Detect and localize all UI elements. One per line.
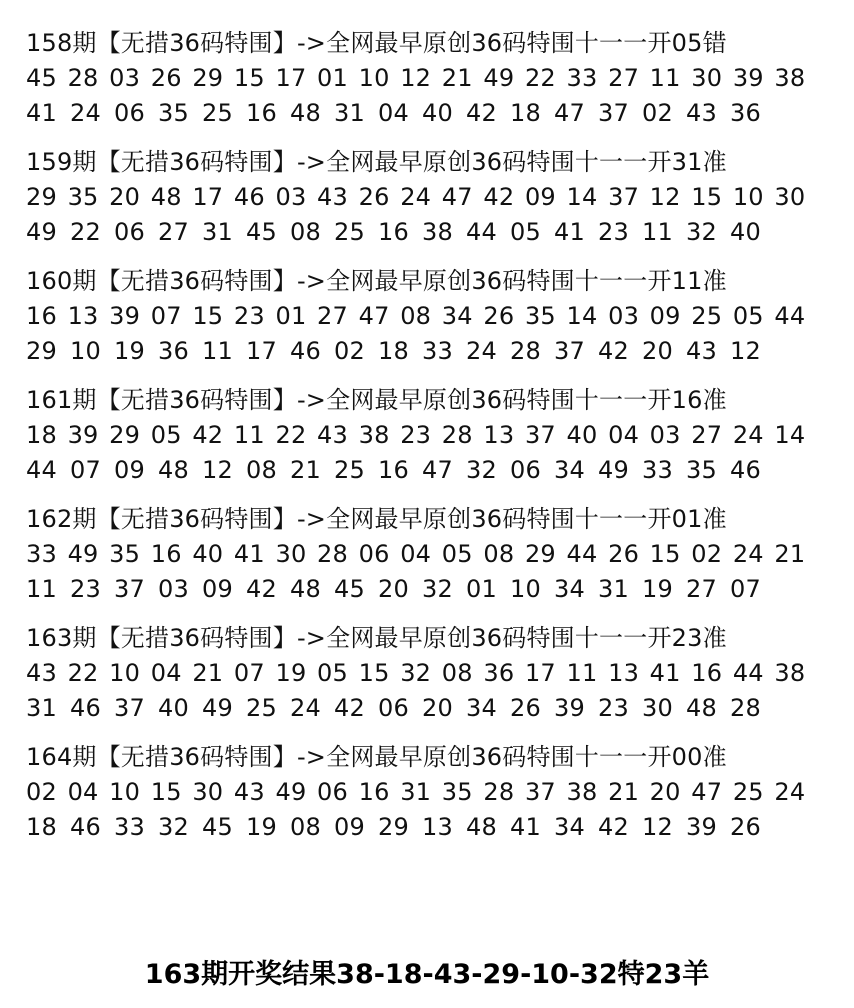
number-cell: 02 bbox=[26, 778, 57, 806]
number-cell: 11 bbox=[566, 659, 598, 687]
record-title: 161期【无措36码特围】->全网最早原创36码特围十一一开16准 bbox=[26, 386, 727, 414]
number-row bbox=[26, 299, 816, 334]
number-cell: 42 bbox=[598, 813, 629, 841]
number-cell: 47 bbox=[422, 456, 453, 484]
number-cell: 21 bbox=[774, 540, 806, 568]
number-cell: 30 bbox=[192, 778, 224, 806]
number-cell: 47 bbox=[691, 778, 723, 806]
number-cell: 05 bbox=[732, 302, 764, 330]
number-cell: 25 bbox=[202, 99, 233, 127]
number-cell: 36 bbox=[483, 659, 515, 687]
number-cell: 14 bbox=[566, 183, 598, 211]
number-cell: 19 bbox=[642, 575, 673, 603]
number-cell: 44 bbox=[732, 659, 764, 687]
number-cell: 05 bbox=[150, 421, 182, 449]
number-cell: 18 bbox=[26, 421, 57, 449]
number-cell: 08 bbox=[441, 659, 473, 687]
number-cell: 33 bbox=[114, 813, 145, 841]
number-cell: 37 bbox=[114, 694, 145, 722]
number-cell: 22 bbox=[275, 421, 307, 449]
number-cell: 29 bbox=[378, 813, 409, 841]
number-cell: 39 bbox=[67, 421, 99, 449]
number-cell: 36 bbox=[730, 99, 761, 127]
number-cell: 42 bbox=[246, 575, 277, 603]
number-cell: 45 bbox=[26, 64, 57, 92]
number-cell: 48 bbox=[150, 183, 182, 211]
record-title: 164期【无措36码特围】->全网最早原创36码特围十一一开00准 bbox=[26, 743, 727, 771]
number-cell: 44 bbox=[774, 302, 806, 330]
number-cell: 42 bbox=[192, 421, 224, 449]
number-cell: 24 bbox=[466, 337, 497, 365]
number-cell: 28 bbox=[730, 694, 761, 722]
number-cell: 31 bbox=[26, 694, 57, 722]
number-cell: 15 bbox=[649, 540, 681, 568]
number-cell: 40 bbox=[566, 421, 598, 449]
number-cell: 28 bbox=[317, 540, 348, 568]
number-cell: 42 bbox=[483, 183, 515, 211]
number-cell: 37 bbox=[608, 183, 640, 211]
number-cell: 39 bbox=[732, 64, 764, 92]
number-cell: 23 bbox=[70, 575, 101, 603]
number-cell: 15 bbox=[192, 302, 224, 330]
number-cell: 16 bbox=[378, 456, 409, 484]
number-cell: 03 bbox=[608, 302, 640, 330]
number-row bbox=[26, 691, 816, 726]
number-row bbox=[26, 96, 816, 131]
number-cell: 21 bbox=[290, 456, 321, 484]
number-cell: 17 bbox=[275, 64, 307, 92]
number-cell: 37 bbox=[554, 337, 585, 365]
number-cell: 11 bbox=[649, 64, 681, 92]
number-cell: 01 bbox=[317, 64, 348, 92]
number-cell: 14 bbox=[566, 302, 598, 330]
number-cell: 08 bbox=[400, 302, 432, 330]
number-cell: 11 bbox=[202, 337, 233, 365]
number-cell: 18 bbox=[378, 337, 409, 365]
number-row bbox=[26, 537, 816, 572]
number-cell: 26 bbox=[510, 694, 541, 722]
number-cell: 24 bbox=[732, 540, 764, 568]
number-cell: 47 bbox=[554, 99, 585, 127]
number-cell: 11 bbox=[642, 218, 673, 246]
number-cell: 03 bbox=[158, 575, 189, 603]
number-cell: 12 bbox=[202, 456, 233, 484]
record-block bbox=[26, 502, 826, 607]
number-cell: 34 bbox=[554, 813, 585, 841]
number-cell: 26 bbox=[608, 540, 640, 568]
number-cell: 39 bbox=[109, 302, 141, 330]
number-cell: 27 bbox=[158, 218, 189, 246]
record-block bbox=[26, 264, 826, 369]
number-cell: 30 bbox=[774, 183, 806, 211]
number-cell: 17 bbox=[192, 183, 224, 211]
number-row bbox=[26, 61, 816, 96]
number-cell: 13 bbox=[608, 659, 640, 687]
number-cell: 25 bbox=[732, 778, 764, 806]
number-cell: 10 bbox=[732, 183, 764, 211]
number-cell: 08 bbox=[290, 813, 321, 841]
number-cell: 09 bbox=[114, 456, 145, 484]
number-cell: 31 bbox=[202, 218, 233, 246]
number-cell: 44 bbox=[26, 456, 57, 484]
number-cell: 12 bbox=[642, 813, 673, 841]
number-cell: 36 bbox=[158, 337, 189, 365]
number-cell: 35 bbox=[441, 778, 473, 806]
number-cell: 48 bbox=[686, 694, 717, 722]
number-cell: 30 bbox=[642, 694, 673, 722]
number-cell: 33 bbox=[642, 456, 673, 484]
number-cell: 40 bbox=[422, 99, 453, 127]
number-cell: 23 bbox=[233, 302, 265, 330]
number-cell: 23 bbox=[598, 694, 629, 722]
number-cell: 28 bbox=[510, 337, 541, 365]
number-cell: 46 bbox=[730, 456, 761, 484]
number-cell: 33 bbox=[26, 540, 57, 568]
record-title: 158期【无措36码特围】->全网最早原创36码特围十一一开05错 bbox=[26, 29, 727, 57]
record-block bbox=[26, 145, 826, 250]
number-cell: 09 bbox=[524, 183, 556, 211]
number-cell: 37 bbox=[598, 99, 629, 127]
record-block bbox=[26, 740, 826, 845]
record-block bbox=[26, 621, 826, 726]
record-title: 163期【无措36码特围】->全网最早原创36码特围十一一开23准 bbox=[26, 624, 727, 652]
number-row bbox=[26, 215, 816, 250]
number-cell: 41 bbox=[510, 813, 541, 841]
number-cell: 13 bbox=[483, 421, 515, 449]
number-cell: 03 bbox=[275, 183, 307, 211]
number-cell: 27 bbox=[691, 421, 723, 449]
number-cell: 15 bbox=[233, 64, 265, 92]
record-title: 162期【无措36码特围】->全网最早原创36码特围十一一开01准 bbox=[26, 505, 727, 533]
number-cell: 41 bbox=[554, 218, 585, 246]
number-cell: 09 bbox=[649, 302, 681, 330]
number-cell: 08 bbox=[290, 218, 321, 246]
number-cell: 20 bbox=[378, 575, 409, 603]
number-cell: 27 bbox=[317, 302, 348, 330]
number-cell: 29 bbox=[26, 183, 57, 211]
number-cell: 07 bbox=[730, 575, 761, 603]
number-cell: 44 bbox=[566, 540, 598, 568]
number-cell: 35 bbox=[524, 302, 556, 330]
number-cell: 20 bbox=[109, 183, 141, 211]
number-cell: 24 bbox=[290, 694, 321, 722]
number-cell: 12 bbox=[649, 183, 681, 211]
number-cell: 16 bbox=[150, 540, 182, 568]
record-block bbox=[26, 26, 826, 131]
number-cell: 37 bbox=[524, 421, 556, 449]
number-cell: 16 bbox=[26, 302, 57, 330]
number-cell: 25 bbox=[334, 456, 365, 484]
number-row bbox=[26, 775, 816, 810]
number-cell: 09 bbox=[334, 813, 365, 841]
number-cell: 22 bbox=[67, 659, 99, 687]
number-cell: 30 bbox=[691, 64, 723, 92]
number-cell: 01 bbox=[466, 575, 497, 603]
number-cell: 07 bbox=[233, 659, 265, 687]
number-cell: 41 bbox=[649, 659, 681, 687]
number-cell: 25 bbox=[246, 694, 277, 722]
number-cell: 38 bbox=[566, 778, 598, 806]
number-cell: 04 bbox=[400, 540, 432, 568]
number-cell: 49 bbox=[67, 540, 99, 568]
number-cell: 37 bbox=[524, 778, 556, 806]
number-cell: 04 bbox=[378, 99, 409, 127]
number-cell: 18 bbox=[510, 99, 541, 127]
number-row bbox=[26, 656, 816, 691]
number-cell: 12 bbox=[400, 64, 432, 92]
number-cell: 32 bbox=[422, 575, 453, 603]
number-cell: 26 bbox=[483, 302, 515, 330]
number-cell: 10 bbox=[109, 778, 141, 806]
number-cell: 21 bbox=[608, 778, 640, 806]
number-cell: 04 bbox=[608, 421, 640, 449]
number-cell: 07 bbox=[70, 456, 101, 484]
number-cell: 43 bbox=[26, 659, 57, 687]
number-cell: 16 bbox=[378, 218, 409, 246]
number-cell: 13 bbox=[422, 813, 453, 841]
number-cell: 48 bbox=[158, 456, 189, 484]
number-row bbox=[26, 810, 816, 845]
number-cell: 38 bbox=[358, 421, 390, 449]
number-cell: 03 bbox=[109, 64, 141, 92]
number-cell: 46 bbox=[233, 183, 265, 211]
number-cell: 34 bbox=[466, 694, 497, 722]
record-title: 160期【无措36码特围】->全网最早原创36码特围十一一开11准 bbox=[26, 267, 727, 295]
number-cell: 40 bbox=[192, 540, 224, 568]
number-cell: 33 bbox=[422, 337, 453, 365]
number-cell: 43 bbox=[233, 778, 265, 806]
number-cell: 26 bbox=[150, 64, 182, 92]
number-cell: 07 bbox=[150, 302, 182, 330]
number-cell: 15 bbox=[358, 659, 390, 687]
number-cell: 09 bbox=[202, 575, 233, 603]
number-cell: 26 bbox=[358, 183, 390, 211]
number-cell: 39 bbox=[686, 813, 717, 841]
number-cell: 49 bbox=[202, 694, 233, 722]
number-cell: 24 bbox=[774, 778, 806, 806]
number-cell: 40 bbox=[158, 694, 189, 722]
number-cell: 25 bbox=[334, 218, 365, 246]
number-cell: 40 bbox=[730, 218, 761, 246]
number-cell: 43 bbox=[317, 183, 348, 211]
number-cell: 15 bbox=[691, 183, 723, 211]
number-cell: 12 bbox=[730, 337, 761, 365]
number-cell: 28 bbox=[441, 421, 473, 449]
number-cell: 45 bbox=[202, 813, 233, 841]
number-cell: 19 bbox=[246, 813, 277, 841]
number-cell: 48 bbox=[290, 575, 321, 603]
number-cell: 06 bbox=[378, 694, 409, 722]
number-cell: 02 bbox=[642, 99, 673, 127]
number-cell: 23 bbox=[598, 218, 629, 246]
number-cell: 47 bbox=[358, 302, 390, 330]
number-cell: 48 bbox=[290, 99, 321, 127]
number-cell: 22 bbox=[524, 64, 556, 92]
number-cell: 24 bbox=[70, 99, 101, 127]
number-cell: 20 bbox=[642, 337, 673, 365]
number-cell: 31 bbox=[598, 575, 629, 603]
number-cell: 05 bbox=[510, 218, 541, 246]
number-cell: 28 bbox=[483, 778, 515, 806]
number-cell: 16 bbox=[358, 778, 390, 806]
number-row bbox=[26, 453, 816, 488]
number-cell: 24 bbox=[400, 183, 432, 211]
number-cell: 34 bbox=[554, 456, 585, 484]
number-cell: 29 bbox=[109, 421, 141, 449]
number-cell: 03 bbox=[649, 421, 681, 449]
number-cell: 06 bbox=[510, 456, 541, 484]
number-cell: 13 bbox=[67, 302, 99, 330]
number-cell: 29 bbox=[192, 64, 224, 92]
number-cell: 10 bbox=[358, 64, 390, 92]
number-cell: 46 bbox=[290, 337, 321, 365]
number-cell: 17 bbox=[246, 337, 277, 365]
number-cell: 19 bbox=[275, 659, 307, 687]
number-cell: 21 bbox=[441, 64, 473, 92]
number-cell: 45 bbox=[334, 575, 365, 603]
number-cell: 04 bbox=[67, 778, 99, 806]
number-cell: 26 bbox=[730, 813, 761, 841]
number-cell: 48 bbox=[466, 813, 497, 841]
number-cell: 38 bbox=[774, 659, 806, 687]
number-cell: 49 bbox=[26, 218, 57, 246]
number-cell: 27 bbox=[608, 64, 640, 92]
number-cell: 32 bbox=[686, 218, 717, 246]
number-cell: 28 bbox=[67, 64, 99, 92]
number-cell: 41 bbox=[233, 540, 265, 568]
number-cell: 20 bbox=[422, 694, 453, 722]
number-cell: 18 bbox=[26, 813, 57, 841]
number-cell: 43 bbox=[317, 421, 348, 449]
number-cell: 22 bbox=[70, 218, 101, 246]
number-cell: 49 bbox=[483, 64, 515, 92]
number-row bbox=[26, 418, 816, 453]
number-cell: 24 bbox=[732, 421, 764, 449]
number-row bbox=[26, 334, 816, 369]
number-cell: 30 bbox=[275, 540, 307, 568]
number-cell: 21 bbox=[192, 659, 224, 687]
number-cell: 16 bbox=[691, 659, 723, 687]
record-block bbox=[26, 383, 826, 488]
number-cell: 35 bbox=[686, 456, 717, 484]
number-cell: 33 bbox=[566, 64, 598, 92]
number-cell: 35 bbox=[109, 540, 141, 568]
number-cell: 17 bbox=[524, 659, 556, 687]
number-cell: 34 bbox=[554, 575, 585, 603]
number-cell: 32 bbox=[400, 659, 432, 687]
draw-result-footer: 163期开奖结果38-18-43-29-10-32特23羊 bbox=[144, 959, 710, 990]
number-cell: 42 bbox=[334, 694, 365, 722]
number-cell: 42 bbox=[598, 337, 629, 365]
number-cell: 42 bbox=[466, 99, 497, 127]
number-cell: 47 bbox=[441, 183, 473, 211]
number-cell: 05 bbox=[317, 659, 348, 687]
number-row bbox=[26, 572, 816, 607]
number-cell: 34 bbox=[441, 302, 473, 330]
number-row bbox=[26, 180, 816, 215]
number-cell: 14 bbox=[774, 421, 806, 449]
number-cell: 49 bbox=[275, 778, 307, 806]
number-cell: 35 bbox=[158, 99, 189, 127]
number-cell: 49 bbox=[598, 456, 629, 484]
number-cell: 06 bbox=[358, 540, 390, 568]
number-cell: 10 bbox=[109, 659, 141, 687]
number-cell: 37 bbox=[114, 575, 145, 603]
number-cell: 38 bbox=[422, 218, 453, 246]
number-cell: 01 bbox=[275, 302, 307, 330]
number-cell: 11 bbox=[233, 421, 265, 449]
number-cell: 06 bbox=[114, 218, 145, 246]
number-cell: 08 bbox=[483, 540, 515, 568]
record-list bbox=[26, 26, 826, 859]
number-cell: 32 bbox=[158, 813, 189, 841]
number-cell: 10 bbox=[70, 337, 101, 365]
number-cell: 05 bbox=[441, 540, 473, 568]
number-cell: 46 bbox=[70, 813, 101, 841]
number-cell: 31 bbox=[334, 99, 365, 127]
number-cell: 45 bbox=[246, 218, 277, 246]
number-cell: 20 bbox=[649, 778, 681, 806]
number-cell: 11 bbox=[26, 575, 57, 603]
number-cell: 27 bbox=[686, 575, 717, 603]
number-cell: 06 bbox=[317, 778, 348, 806]
number-cell: 31 bbox=[400, 778, 432, 806]
number-cell: 44 bbox=[466, 218, 497, 246]
number-cell: 29 bbox=[26, 337, 57, 365]
number-cell: 02 bbox=[334, 337, 365, 365]
number-cell: 23 bbox=[400, 421, 432, 449]
number-cell: 35 bbox=[67, 183, 99, 211]
number-cell: 16 bbox=[246, 99, 277, 127]
number-cell: 04 bbox=[150, 659, 182, 687]
number-cell: 15 bbox=[150, 778, 182, 806]
number-cell: 41 bbox=[26, 99, 57, 127]
number-cell: 32 bbox=[466, 456, 497, 484]
number-cell: 19 bbox=[114, 337, 145, 365]
number-cell: 46 bbox=[70, 694, 101, 722]
number-cell: 25 bbox=[691, 302, 723, 330]
number-cell: 06 bbox=[114, 99, 145, 127]
number-cell: 10 bbox=[510, 575, 541, 603]
number-cell: 43 bbox=[686, 99, 717, 127]
number-cell: 02 bbox=[691, 540, 723, 568]
number-cell: 08 bbox=[246, 456, 277, 484]
number-cell: 38 bbox=[774, 64, 806, 92]
number-cell: 29 bbox=[524, 540, 556, 568]
record-title: 159期【无措36码特围】->全网最早原创36码特围十一一开31准 bbox=[26, 148, 727, 176]
number-cell: 43 bbox=[686, 337, 717, 365]
number-cell: 39 bbox=[554, 694, 585, 722]
